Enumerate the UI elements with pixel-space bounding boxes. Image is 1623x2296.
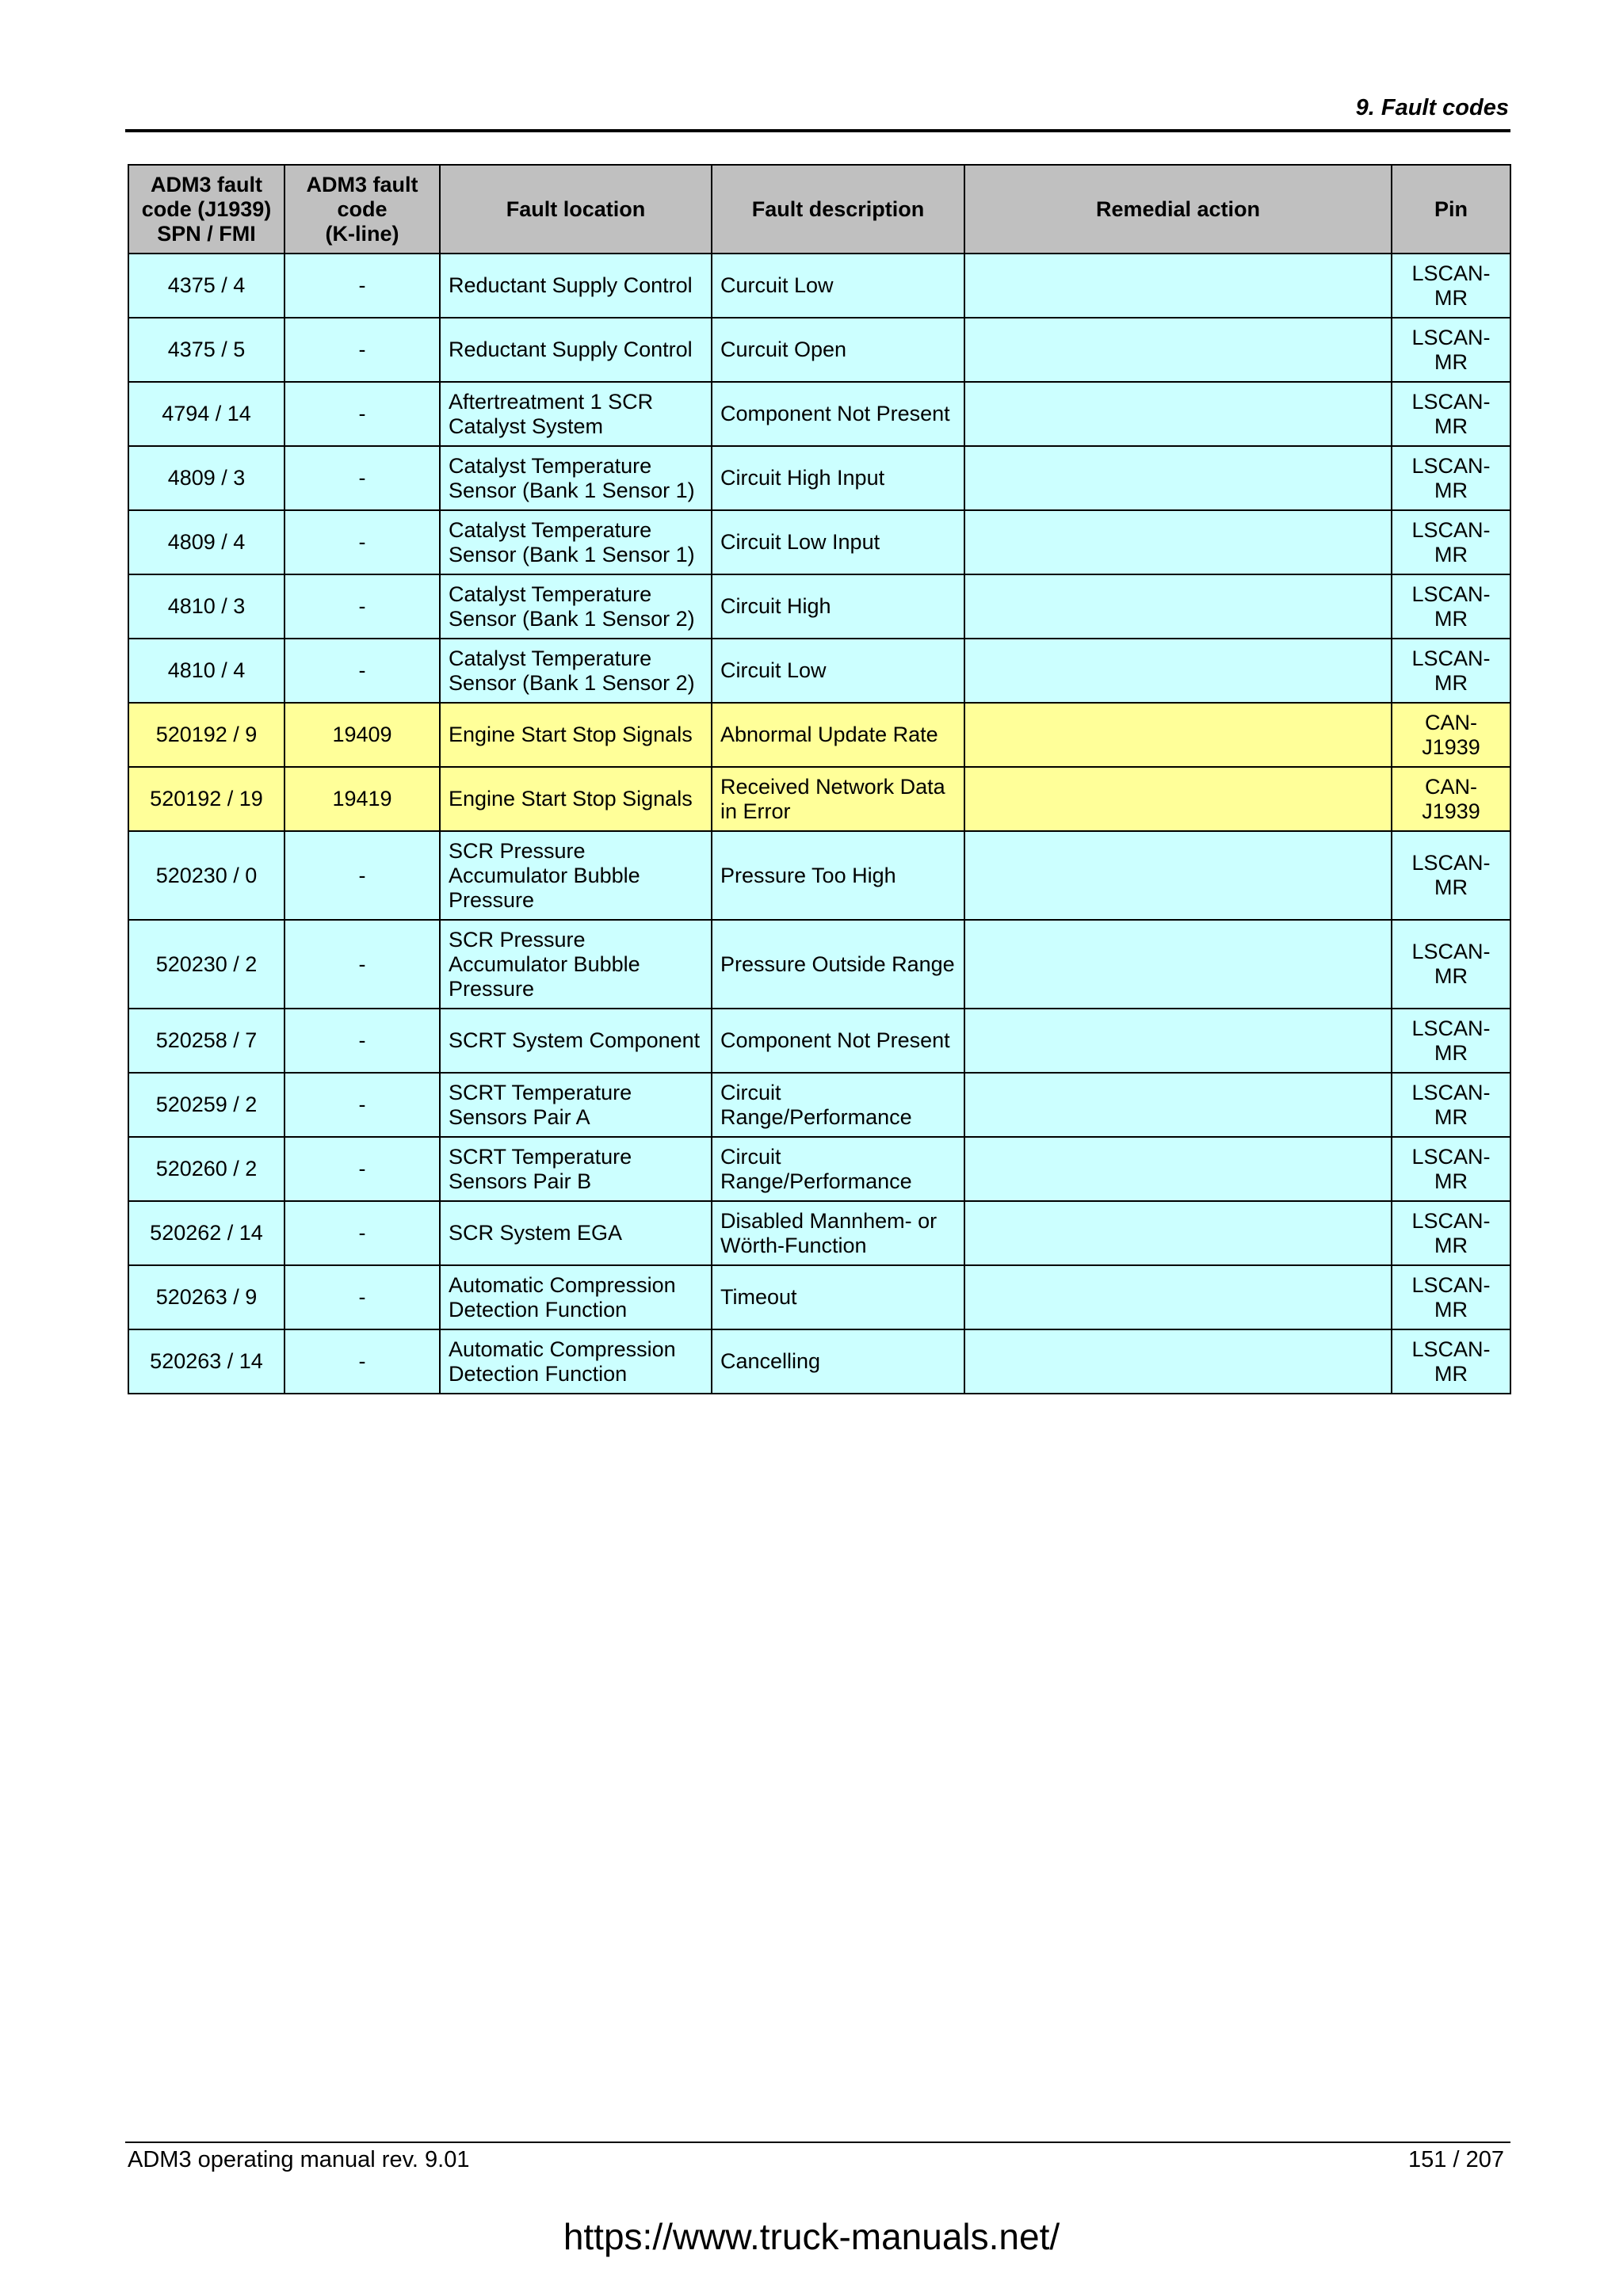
cell-fault-location: Catalyst Temperature Sensor (Bank 1 Sensor 2) [440,639,712,703]
cell-fault-description: Circuit High [712,574,964,639]
cell-kline: - [285,254,440,318]
cell-pin: LSCAN-MR [1392,254,1510,318]
cell-fault-description: Pressure Outside Range [712,920,964,1009]
cell-kline: - [285,1265,440,1329]
cell-spn-fmi: 520263 / 9 [128,1265,285,1329]
cell-spn-fmi: 4375 / 5 [128,318,285,382]
cell-fault-location: Reductant Supply Control [440,254,712,318]
cell-remedial-action [964,1265,1392,1329]
cell-fault-description: Circuit Low Input [712,510,964,574]
cell-pin: LSCAN-MR [1392,574,1510,639]
table-row [128,254,1510,318]
table-row [128,574,1510,639]
table-row [128,639,1510,703]
cell-fault-location: Aftertreatment 1 SCR Catalyst System [440,382,712,446]
cell-fault-location: Automatic Compression Detection Function [440,1329,712,1394]
cell-kline: - [285,318,440,382]
cell-fault-description: Circuit Range/Performance [712,1137,964,1201]
cell-kline: - [285,831,440,920]
cell-pin: LSCAN-MR [1392,510,1510,574]
cell-fault-description: Curcuit Low [712,254,964,318]
cell-fault-description: Cancelling [712,1329,964,1394]
cell-fault-description: Component Not Present [712,382,964,446]
cell-fault-description: Curcuit Open [712,318,964,382]
col-header-pin: Pin [1392,165,1510,254]
cell-pin: LSCAN-MR [1392,1073,1510,1137]
cell-pin: LSCAN-MR [1392,1329,1510,1394]
table-row [128,920,1510,1009]
cell-spn-fmi: 4375 / 4 [128,254,285,318]
cell-kline: 19409 [285,703,440,767]
cell-remedial-action [964,574,1392,639]
cell-kline: - [285,639,440,703]
cell-pin: LSCAN-MR [1392,446,1510,510]
manual-revision: ADM3 operating manual rev. 9.01 [128,2147,470,2172]
cell-remedial-action [964,446,1392,510]
cell-remedial-action [964,1201,1392,1265]
cell-fault-location: SCR System EGA [440,1201,712,1265]
cell-pin: LSCAN-MR [1392,1009,1510,1073]
cell-fault-description: Timeout [712,1265,964,1329]
table-row [128,382,1510,446]
cell-spn-fmi: 520260 / 2 [128,1137,285,1201]
col-header-fault-description: Fault description [712,165,964,254]
cell-remedial-action [964,703,1392,767]
cell-remedial-action [964,1073,1392,1137]
cell-fault-location: SCRT System Component [440,1009,712,1073]
cell-fault-location: Automatic Compression Detection Function [440,1265,712,1329]
cell-pin: CAN-J1939 [1392,767,1510,831]
table-row [128,767,1510,831]
cell-kline: - [285,382,440,446]
cell-pin: CAN-J1939 [1392,703,1510,767]
cell-remedial-action [964,510,1392,574]
table-row [128,510,1510,574]
cell-spn-fmi: 4794 / 14 [128,382,285,446]
table-header-row [128,165,1510,254]
cell-spn-fmi: 520230 / 2 [128,920,285,1009]
source-url-link[interactable]: https://www.truck-manuals.net/ [563,2216,1060,2257]
cell-fault-description: Abnormal Update Rate [712,703,964,767]
cell-remedial-action [964,254,1392,318]
cell-kline: - [285,1201,440,1265]
cell-kline: - [285,574,440,639]
cell-fault-description: Circuit High Input [712,446,964,510]
cell-fault-description: Circuit Low [712,639,964,703]
cell-pin: LSCAN-MR [1392,920,1510,1009]
cell-remedial-action [964,318,1392,382]
cell-pin: LSCAN-MR [1392,382,1510,446]
cell-spn-fmi: 4809 / 3 [128,446,285,510]
cell-spn-fmi: 520259 / 2 [128,1073,285,1137]
table-row [128,1329,1510,1394]
col-header-spn-fmi: ADM3 fault code (J1939) SPN / FMI [128,165,285,254]
cell-remedial-action [964,831,1392,920]
cell-spn-fmi: 4810 / 4 [128,639,285,703]
footer-divider [125,2142,1510,2143]
page-number: 151 / 207 [1408,2147,1504,2172]
table-row [128,1137,1510,1201]
cell-remedial-action [964,1009,1392,1073]
cell-pin: LSCAN-MR [1392,1137,1510,1201]
cell-spn-fmi: 520258 / 7 [128,1009,285,1073]
cell-fault-location: Catalyst Temperature Sensor (Bank 1 Sensor 1) [440,510,712,574]
cell-fault-description: Pressure Too High [712,831,964,920]
table-row [128,1009,1510,1073]
cell-fault-location: SCRT Temperature Sensors Pair B [440,1137,712,1201]
cell-pin: LSCAN-MR [1392,639,1510,703]
cell-kline: - [285,510,440,574]
cell-fault-description: Circuit Range/Performance [712,1073,964,1137]
table-row [128,1073,1510,1137]
cell-fault-location: Catalyst Temperature Sensor (Bank 1 Sensor 1) [440,446,712,510]
cell-spn-fmi: 4809 / 4 [128,510,285,574]
col-header-kline: ADM3 fault code (K-line) [285,165,440,254]
cell-remedial-action [964,1329,1392,1394]
cell-fault-location: Engine Start Stop Signals [440,703,712,767]
cell-kline: - [285,1073,440,1137]
cell-pin: LSCAN-MR [1392,1201,1510,1265]
col-header-remedial-action: Remedial action [964,165,1392,254]
fault-code-table [128,164,1511,1394]
cell-kline: - [285,446,440,510]
cell-fault-description: Component Not Present [712,1009,964,1073]
cell-spn-fmi: 520192 / 19 [128,767,285,831]
cell-kline: - [285,1137,440,1201]
cell-remedial-action [964,382,1392,446]
cell-fault-location: Engine Start Stop Signals [440,767,712,831]
cell-kline: - [285,920,440,1009]
cell-remedial-action [964,1137,1392,1201]
cell-pin: LSCAN-MR [1392,831,1510,920]
table-row [128,831,1510,920]
cell-spn-fmi: 520262 / 14 [128,1201,285,1265]
cell-fault-location: Reductant Supply Control [440,318,712,382]
cell-remedial-action [964,920,1392,1009]
section-title: 9. Fault codes [1355,95,1509,120]
cell-pin: LSCAN-MR [1392,318,1510,382]
cell-fault-location: SCR Pressure Accumulator Bubble Pressure [440,831,712,920]
cell-pin: LSCAN-MR [1392,1265,1510,1329]
table-row [128,318,1510,382]
cell-spn-fmi: 520263 / 14 [128,1329,285,1394]
cell-kline: - [285,1329,440,1394]
col-header-fault-location: Fault location [440,165,712,254]
cell-spn-fmi: 520230 / 0 [128,831,285,920]
cell-spn-fmi: 520192 / 9 [128,703,285,767]
table-row [128,1265,1510,1329]
cell-fault-location: SCR Pressure Accumulator Bubble Pressure [440,920,712,1009]
table-row [128,1201,1510,1265]
cell-kline: - [285,1009,440,1073]
cell-fault-location: SCRT Temperature Sensors Pair A [440,1073,712,1137]
table-row [128,446,1510,510]
cell-fault-description: Disabled Mannhem- or Wörth-Function [712,1201,964,1265]
cell-remedial-action [964,767,1392,831]
header-divider [125,129,1510,132]
cell-kline: 19419 [285,767,440,831]
cell-fault-location: Catalyst Temperature Sensor (Bank 1 Sensor 2) [440,574,712,639]
cell-fault-description: Received Network Data in Error [712,767,964,831]
cell-spn-fmi: 4810 / 3 [128,574,285,639]
cell-remedial-action [964,639,1392,703]
table-row [128,703,1510,767]
